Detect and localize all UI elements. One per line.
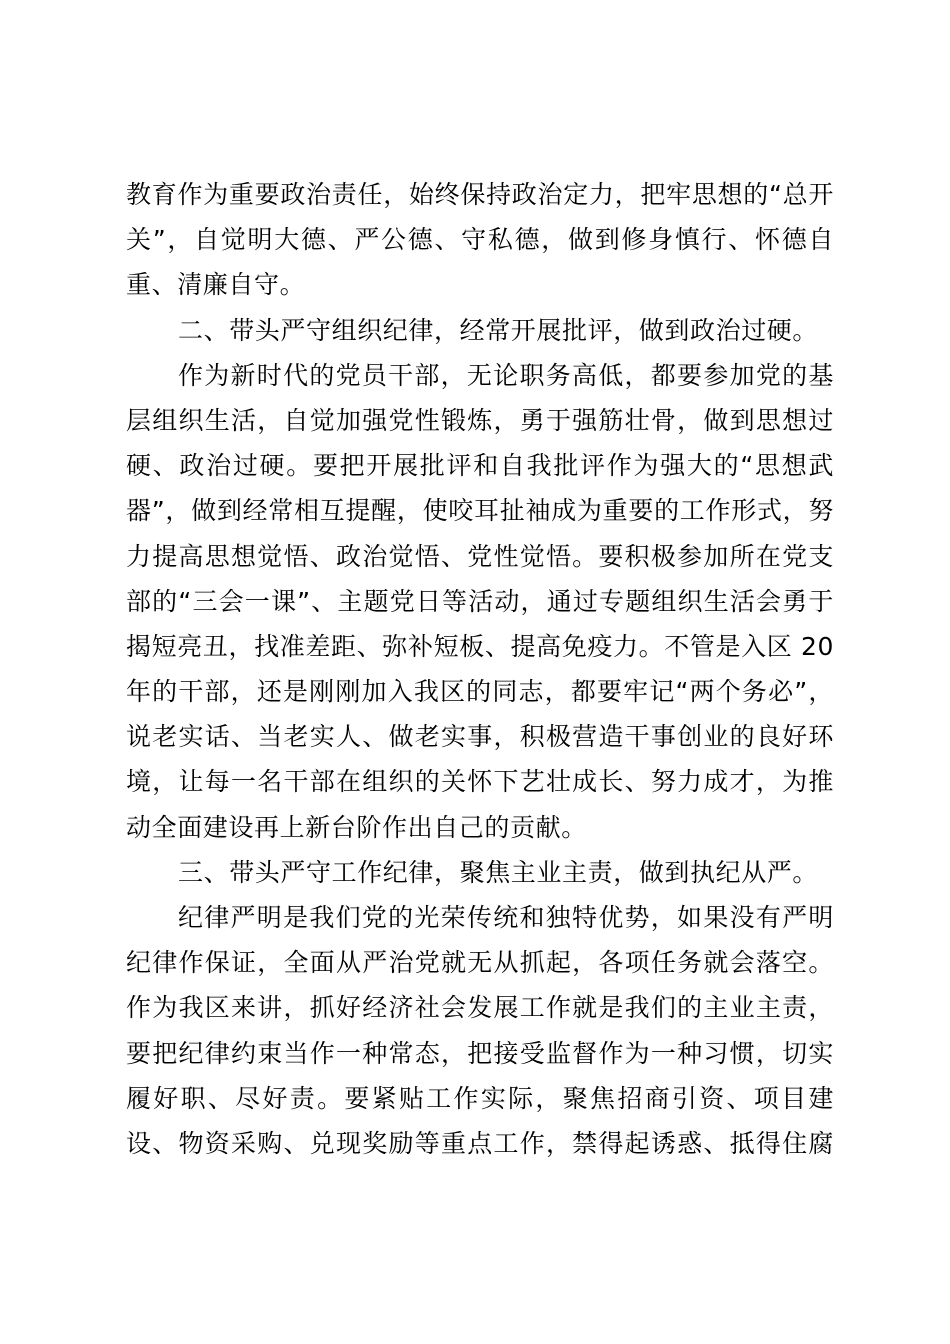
text-line: 作为新时代的党员干部，无论职务高低，都要参加党的基 — [178, 360, 834, 390]
text-line: 履好职、尽好责。要紧贴工作实际，聚焦招商引资、项目建 — [126, 1083, 834, 1113]
text-line: 动全面建设再上新台阶作出自己的贡献。 — [126, 812, 587, 842]
text-line: 器”，做到经常相互提醒，使咬耳扯袖成为重要的工作形式，努 — [126, 496, 834, 526]
text-line: 硬、政治过硬。要把开展批评和自我批评作为强大的“思想武 — [126, 451, 834, 481]
text-line: 教育作为重要政治责任，始终保持政治定力，把牢思想的“总开 — [126, 180, 834, 209]
section-heading: 三、带头严守工作纪律，聚焦主业主责，做到执纪从严。 — [178, 857, 819, 887]
text-line: 层组织生活，自觉加强党性锻炼，勇于强筋壮骨，做到思想过 — [126, 405, 834, 435]
text-line: 说老实话、当老实人、做老实事，积极营造干事创业的良好环 — [126, 722, 834, 752]
text-line: 力提高思想觉悟、政治觉悟、党性觉悟。要积极参加所在党支 — [126, 541, 834, 571]
text-line: 作为我区来讲，抓好经济社会发展工作就是我们的主业主责， — [126, 993, 834, 1023]
document-body — [126, 172, 834, 1166]
section-heading: 二、带头严守组织纪律，经常开展批评，做到政治过硬。 — [178, 315, 819, 345]
text-line: 年的干部，还是刚刚加入我区的同志，都要牢记“两个务必”， — [126, 677, 834, 707]
text-line: 设、物资采购、兑现奖励等重点工作，禁得起诱惑、抵得住腐 — [126, 1128, 834, 1158]
text-line: 要把纪律约束当作一种常态，把接受监督作为一种习惯，切实 — [126, 1038, 834, 1068]
text-line: 揭短亮丑，找准差距、弥补短板、提高免疫力。不管是入区 20 — [126, 631, 834, 661]
text-line: 关”，自觉明大德、严公德、守私德，做到修身慎行、怀德自 — [126, 225, 834, 255]
text-line: 纪律作保证，全面从严治党就无从抓起，各项任务就会落空。 — [126, 948, 834, 978]
text-line: 境，让每一名干部在组织的关怀下艺壮成长、努力成才，为推 — [126, 767, 834, 797]
text-line: 部的“三会一课”、主题党日等活动，通过专题组织生活会勇于 — [126, 586, 834, 616]
text-line: 重、清廉自守。 — [126, 270, 306, 300]
text-line: 纪律严明是我们党的光荣传统和独特优势，如果没有严明 — [178, 903, 834, 932]
